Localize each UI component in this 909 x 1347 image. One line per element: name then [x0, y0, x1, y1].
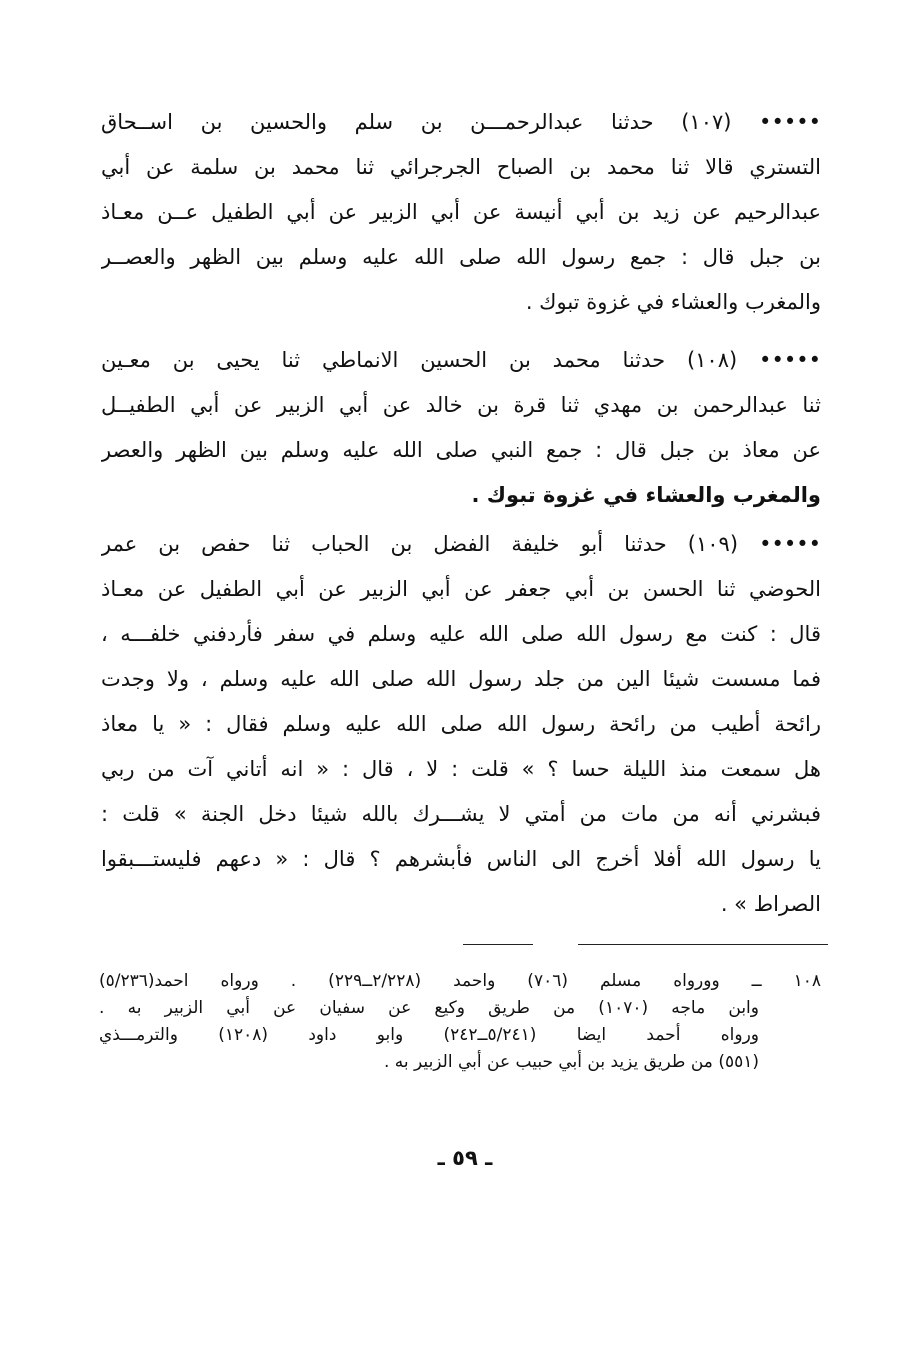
footnote-line: ١٠٨ ــ وورواه مسلم (٧٠٦) واحمد (٢/٢٢٨ــ٢٢٩) . ورواه احمد(٥/٢٣٦) [99, 971, 821, 991]
text-line: فما مسست شيئا الين من جلد رسول الله صلى الله عليه وسلم ، ولا وجدت [101, 667, 821, 691]
footnote-line: ورواه أحمد ايضا (٥/٢٤١ــ٢٤٢) وابو داود (١٢٠٨) والترمـــذي [99, 1025, 759, 1045]
footnote-line: (٥٥١) من طريق يزيد بن أبي حبيب عن أبي الزبير به . [384, 1052, 759, 1072]
footnote [99, 968, 821, 1076]
text-line: والمغرب والعشاء في غزوة تبوك . [525, 290, 821, 314]
text-line: عبدالرحيم عن زيد بن أبي أنيسة عن أبي الزبير عن أبي الطفيل عــن معـاذ [101, 200, 821, 224]
footnote-divider-short [463, 944, 533, 945]
text-line: والمغرب والعشاء في غزوة تبوك . [471, 483, 821, 507]
text-line: فبشرني أنه من مات من أمتي لا يشـــرك بالله شيئا دخل الجنة » قلت : [101, 802, 821, 826]
hadith-108 [101, 338, 821, 518]
hadith-109 [101, 522, 821, 927]
text-line: رائحة أطيب من رائحة رسول الله صلى الله عليه وسلم فقال : « يا معاذ [101, 712, 821, 736]
hadith-107 [101, 100, 821, 325]
text-line: ثنا عبدالرحمن بن مهدي ثنا قرة بن خالد عن أبي الزبير عن أبي الطفيــل [101, 393, 821, 417]
text-line: قال : كنت مع رسول الله صلى الله عليه وسلم في سفر فأردفني خلفـــه ، [101, 622, 821, 646]
page-number: ـ ٥٩ ـ [437, 1146, 493, 1170]
text-line: ••••• (١٠٩) حدثنا أبو خليفة الفضل بن الحباب ثنا حفص بن عمر [101, 532, 821, 556]
text-line: التستري قالا ثنا محمد بن الصباح الجرجرائي ثنا محمد بن سلمة عن أبي [101, 155, 821, 179]
text-line: الحوضي ثنا الحسن بن أبي جعفر عن أبي الزبير عن أبي الطفيل عن معـاذ [101, 577, 821, 601]
footnote-divider [578, 944, 828, 945]
text-line: الصراط » . [720, 892, 821, 916]
text-line: ••••• (١٠٧) حدثنا عبدالرحمـــن بن سلم والحسين بن اســحاق [101, 110, 821, 134]
text-line: بن جبل قال : جمع رسول الله صلى الله عليه وسلم بين الظهر والعصــر [101, 245, 821, 269]
text-line: عن معاذ بن جبل قال : جمع النبي صلى الله عليه وسلم بين الظهر والعصر [101, 438, 821, 462]
text-line: ••••• (١٠٨) حدثنا محمد بن الحسين الانماطي ثنا يحيى بن معـين [101, 348, 821, 372]
text-line: يا رسول الله أفلا أخرج الى الناس فأبشرهم ؟ قال : « دعهم فليستـــبقوا [101, 847, 821, 871]
footnote-line: وابن ماجه (١٠٧٠) من طريق وكيع عن سفيان عن أبي الزبير به . [99, 998, 759, 1018]
text-line: هل سمعت منذ الليلة حسا ؟ » قلت : لا ، قال : « انه أتاني آت من ربي [101, 757, 821, 781]
